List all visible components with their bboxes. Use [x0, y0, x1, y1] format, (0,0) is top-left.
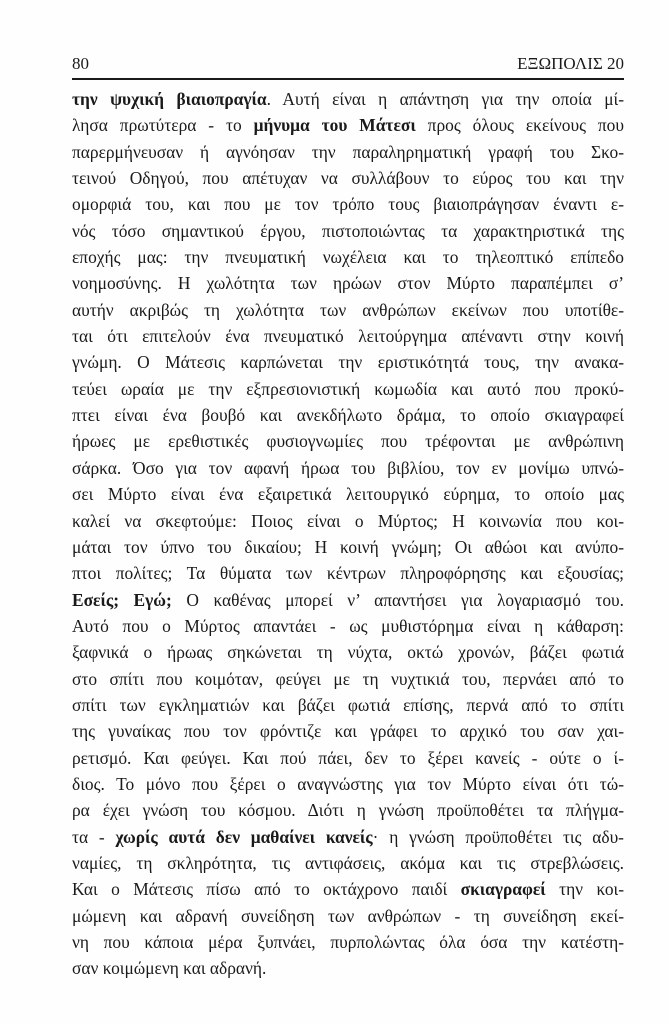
text-run: νοημοσύνης. Η χωλότητα των ηρώων στον Μύρτο παραπέμπει σ’ [72, 273, 624, 294]
page-header [72, 54, 624, 80]
text-run: ται ότι επιτελούν ένα πνευματικό λειτούργημα απέναντι στην κοινή [72, 326, 624, 347]
text-run: τα - [72, 826, 116, 847]
text-run: της γυναίκας που τον φρόντιζε και γράφει το αρχικό του σαν χαι- [72, 721, 624, 742]
page-number: 80 [72, 54, 89, 73]
body-text [72, 86, 624, 982]
text-run: πτοι πολίτες; Τα θύματα των κέντρων πληροφόρησης και εξουσίας; [72, 563, 624, 584]
text-run: νη που κάποια μέρα ξυπνάει, πυρπολώντας όλα όσα την κατέστη- [72, 932, 624, 952]
text-line [72, 165, 624, 191]
text-line [72, 613, 624, 639]
text-run: ναμίες, τη σκληρότητα, τις αντιφάσεις, ακόμα και τις στρεβλώσεις. [72, 852, 624, 873]
text-line [72, 639, 624, 665]
text-line [72, 508, 624, 534]
text-run: πτει είναι ένα βουβό και ανεκδήλωτο δράμα, το οποίο σκιαγραφεί [72, 405, 624, 426]
text-run: · η γνώση προϋποθέτει τις αδυ- [372, 826, 624, 847]
text-line [72, 903, 624, 929]
text-run: ξαφνικά ο ήρωας σηκώνεται τη νύχτα, οκτώ χρονών, βάζει φωτιά [72, 642, 624, 663]
text-run: την κοι- [545, 879, 624, 900]
text-run: εποχής μας: την πνευματική νωχέλεια και το τηλεοπτικό επίπεδο [72, 247, 624, 268]
text-run: ρετισμό. Και φεύγει. Και πού πάει, δεν το ξέρει κανείς - ούτε ο ί- [72, 747, 624, 768]
text-run: καλεί να σκεφτούμε: Ποιος είναι ο Μύρτος; Η κοινωνία που κοι- [72, 510, 624, 531]
text-run: λησα πρωτύτερα - το [72, 115, 254, 136]
bold-emphasis: την ψυχική βιαιοπραγία [72, 89, 267, 109]
text-line [72, 797, 624, 823]
text-run: μώμενη και αδρανή συνείδηση των ανθρώπων - τη συνείδηση εκεί- [72, 905, 624, 926]
text-line [72, 876, 624, 902]
text-run: σάρκα. Όσο για τον αφανή ήρωα του βιβλίου, τον εν μονίμω υπνώ- [72, 457, 624, 478]
text-run: ήρωες με ερεθιστικές φυσιογνωμίες που τρέφονται με ανθρώπινη [72, 431, 624, 452]
text-run: νός τόσο σημαντικού έργου, πιστοποιώντας τα χαρακτηριστικά της [72, 220, 624, 241]
text-line [72, 745, 624, 771]
running-title: ΕΞΩΠΟΛΙΣ 20 [517, 54, 624, 73]
text-run: γνώμη. Ο Μάτεσις καρπώνεται την εριστικότητά τους, την ανακα- [72, 352, 624, 373]
text-line [72, 955, 624, 981]
bold-emphasis: χωρίς αυτά δεν μαθαίνει κανείς [115, 826, 373, 847]
text-run: . Αυτή είναι η απάντηση για την οποία μί- [266, 89, 624, 109]
text-run: σει Μύρτο είναι ένα εξαιρετικά λειτουργικό εύρημα, το οποίο μας [72, 484, 624, 505]
text-run: μάται τον ύπνο του δικαίου; Η κοινή γνώμη; Οι αθώοι και ανύπο- [72, 536, 624, 557]
text-line [72, 191, 624, 217]
text-run: προς όλους εκείνους που [415, 115, 624, 136]
text-line [72, 850, 624, 876]
text-line [72, 771, 624, 797]
text-line [72, 587, 624, 613]
text-run: διος. Το μόνο που ξέρει ο αναγνώστης για τον Μύρτο είναι ότι τώ- [72, 773, 624, 794]
text-line [72, 376, 624, 402]
text-line [72, 824, 624, 850]
text-run: Αυτό που ο Μύρτος απαντάει - ως μυθιστόρημα είναι η κάθαρση: [72, 615, 624, 636]
text-run: τεινού Οδηγού, που απέτυχαν να συλλάβουν το εύρος του και την [72, 168, 624, 189]
text-line [72, 718, 624, 744]
bold-emphasis: Εσείς; Εγώ; [72, 589, 172, 610]
text-line [72, 244, 624, 270]
bold-emphasis: σκιαγραφεί [460, 879, 546, 900]
text-line [72, 428, 624, 454]
text-line [72, 270, 624, 296]
text-run: ομορφιά του, και που με τον τρόπο τους βιαιοπράγησαν έναντι ε- [72, 194, 624, 215]
text-line [72, 560, 624, 586]
text-line [72, 297, 624, 323]
text-line [72, 402, 624, 428]
text-line [72, 139, 624, 165]
text-line [72, 692, 624, 718]
text-run: Ο καθένας μπορεί ν’ απαντήσει για λογαριασμό του. [171, 589, 624, 610]
text-line [72, 455, 624, 481]
text-run: Και ο Μάτεσις πίσω από το οκτάχρονο παιδί [72, 879, 461, 900]
text-line [72, 86, 624, 112]
bold-emphasis: μήνυμα του Μάτεσι [253, 115, 416, 136]
text-line [72, 323, 624, 349]
text-run: παρερμήνευσαν ή αγνόησαν την παραληρηματική γραφή του Σκο- [72, 141, 624, 162]
text-run: ρα έχει γνώση του κόσμου. Διότι η γνώση προϋποθέτει τα πλήγμα- [72, 800, 624, 821]
text-line [72, 112, 624, 138]
text-line [72, 481, 624, 507]
text-line [72, 534, 624, 560]
text-line [72, 929, 624, 955]
text-run: αυτήν ακριβώς τη χωλότητα των ανθρώπων εκείνων που υποτίθε- [72, 299, 624, 320]
text-line [72, 218, 624, 244]
text-run: σαν κοιμώμενη και αδρανή. [72, 958, 267, 979]
text-run: τεύει ωραία με την εξπρεσιονιστική κωμωδία και αυτό που προκύ- [72, 378, 624, 399]
text-run: σπίτι των εγκληματιών και βάζει φωτιά επίσης, περνά από το σπίτι [72, 694, 624, 715]
text-line [72, 349, 624, 375]
text-line [72, 666, 624, 692]
text-run: στο σπίτι που κοιμόταν, φεύγει με τη νυχτικιά του, περνάει από το [72, 668, 624, 689]
